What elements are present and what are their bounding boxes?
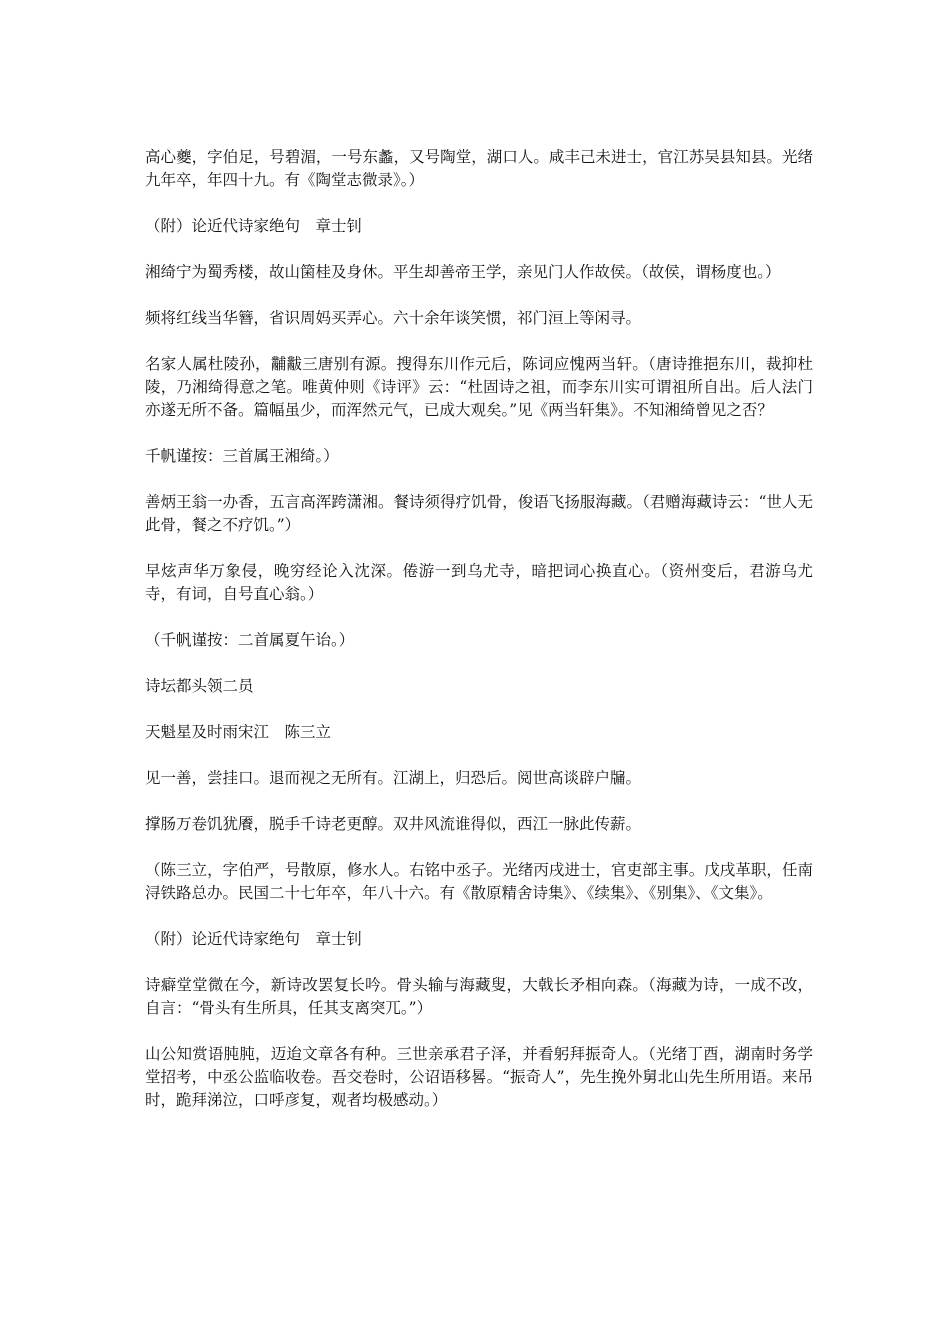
paragraph-appendix-heading-1: （附）论近代诗家绝句 章士钊	[145, 217, 363, 235]
paragraph-poem-xiangqi-2: 频将红线当华簪，省识周妈买弄心。六十余年谈笑惯，祁门洹上等闲寻。	[145, 309, 642, 327]
paragraph-editor-note-2: （千帆谨按：二首属夏午诒。）	[145, 631, 355, 649]
paragraph-poem-chen-1: 诗癖堂堂微在今，新诗改罢复长吟。骨头输与海藏叟，大戟长矛相向森。（海藏为诗，一成不改，自言：“骨头有生所具，任其支离突兀。”）	[145, 976, 813, 1017]
paragraph-poem-xiangqi-3: 名家人属杜陵孙，黼黻三唐别有源。搜得东川作元后，陈词应愧两当轩。（唐诗推挹东川，裁抑杜陵，乃湘绮得意之笔。唯黄仲则《诗评》云：“杜固诗之祖，而李东川实可谓祖所自出。后人法门亦遂无所不备。篇幅虽少，而浑然元气，已成大观矣。”见《两当轩集》。不知湘绮曾见之否？	[145, 355, 813, 419]
paragraph-verse-chen-2: 撑肠万卷饥犹餍，脱手千诗老更醇。双井风流谁得似，西江一脉此传薪。	[145, 815, 642, 833]
paragraph-chen-biography: （陈三立，字伯严，号散原，修水人。右铭中丞子。光绪丙戌进士，官吏部主事。戊戌革职，任南浔铁路总办。民国二十七年卒，年八十六。有《散原精舍诗集》、《续集》、《别集》、《文集》。	[145, 861, 813, 902]
paragraph-poem-chen-2: 山公知赏语肫肫，迈迨文章各有种。三世亲承君子泽，并看躬拜振奇人。（光绪丁酉，湖南时务学堂招考，中丞公监临收卷。吾交卷时，公诏语移晷。“振奇人”，先生挽外舅北山先生所用语。来吊时，跪拜涕泣，口呼彦复，观者均极感动。）	[145, 1045, 813, 1109]
paragraph-gao-xinkui-note: 高心夔，字伯足，号碧湄，一号东蠡，又号陶堂，湖口人。咸丰己未进士，官江苏吴县知县。光绪九年卒，年四十九。有《陶堂志微录》。）	[145, 148, 813, 189]
paragraph-section-heading: 诗坛都头领二员	[145, 677, 254, 695]
paragraph-poem-xia-1: 善炳王翁一办香，五言高浑跨潇湘。餐诗须得疗饥骨，俊语飞扬服海藏。（君赠海藏诗云：“世人无此骨，餐之不疗饥。”）	[145, 493, 813, 534]
document-body	[145, 146, 813, 1135]
paragraph-entry-heading-chen: 天魁星及时雨宋江 陈三立	[145, 723, 332, 741]
paragraph-poem-xiangqi-1: 湘绮宁为蜀秀楼，故山箘桂及身休。平生却善帝王学，亲见门人作故侯。（故侯，谓杨度也。）	[145, 263, 781, 281]
paragraph-editor-note-1: 千帆谨按：三首属王湘绮。）	[145, 447, 339, 465]
paragraph-poem-xia-2: 早炫声华万象侵，晚穷经论入沈深。倦游一到乌尤寺，暗把词心换直心。（资州变后，君游乌尤寺，有词，自号直心翁。）	[145, 562, 813, 603]
paragraph-appendix-heading-2: （附）论近代诗家绝句 章士钊	[145, 930, 363, 948]
paragraph-verse-chen-1: 见一善，尝挂口。退而视之无所有。江湖上，归恐后。阅世高谈辟户牖。	[145, 769, 642, 787]
